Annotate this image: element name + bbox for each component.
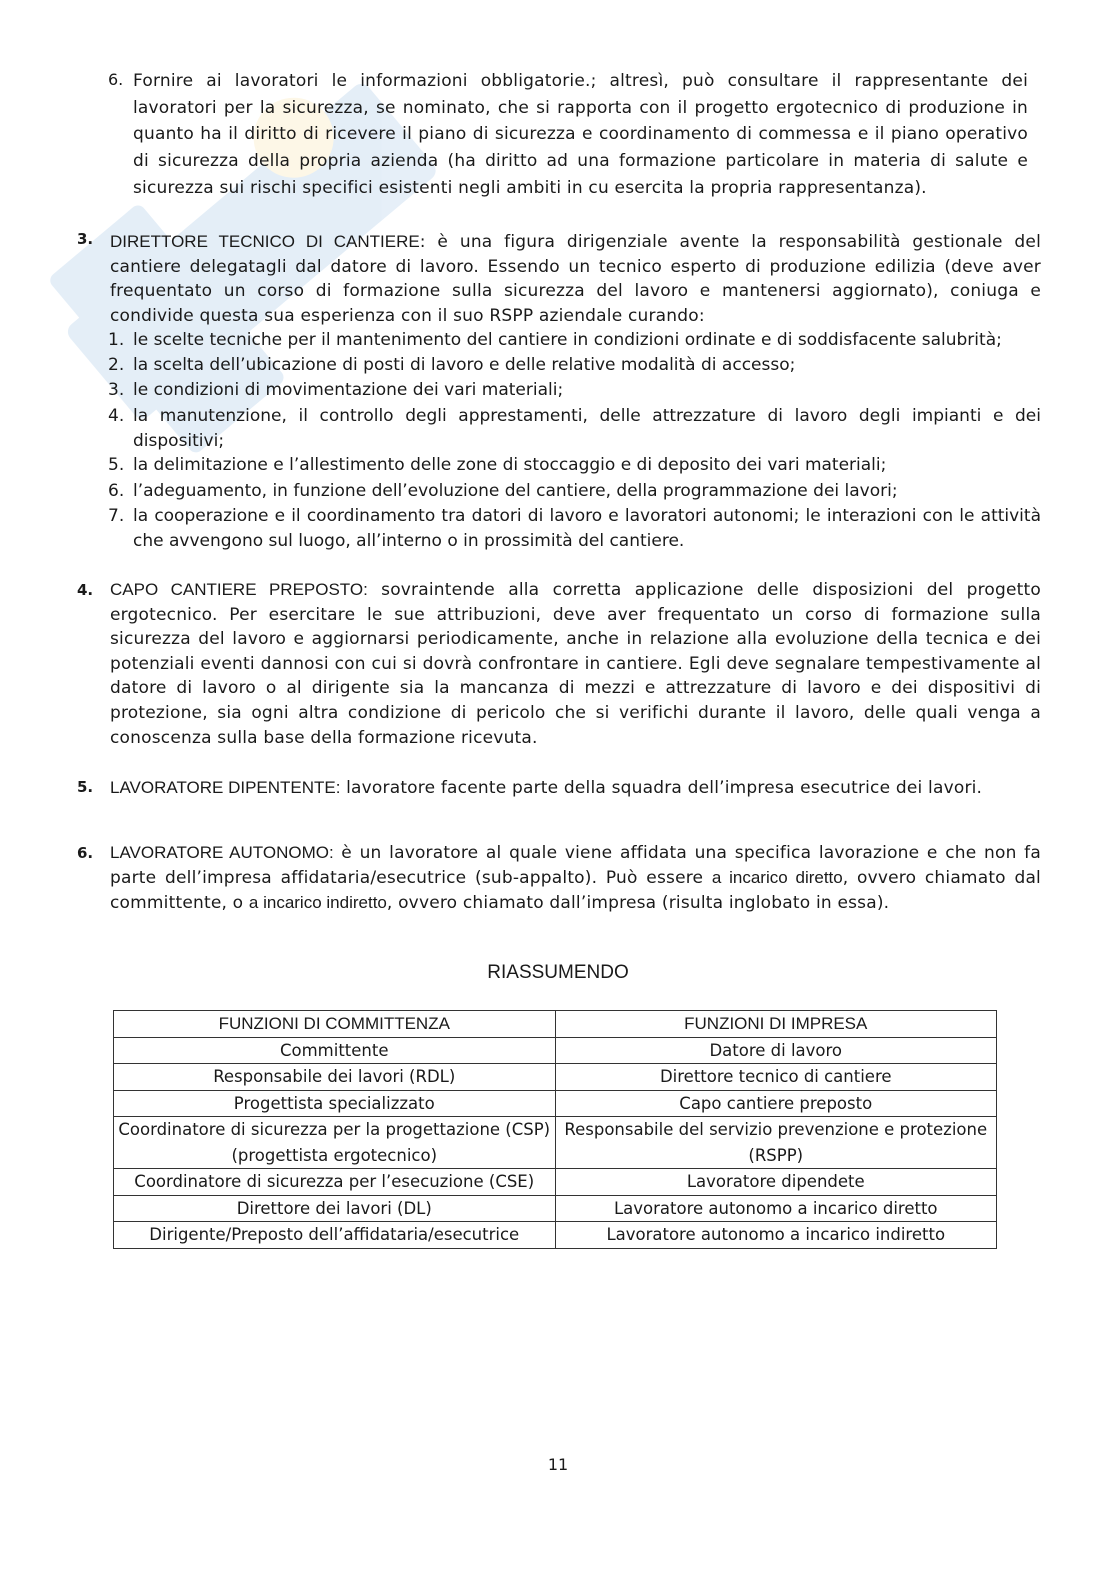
table-cell: Lavoratore autonomo a incarico diretto bbox=[555, 1195, 997, 1222]
table-cell: Coordinatore di sicurezza per l’esecuzione (CSE) bbox=[114, 1169, 556, 1196]
section-6-paragraph bbox=[110, 841, 1041, 915]
section-6-text: , ovvero chiamato dall’impresa (risulta inglobato in essa). bbox=[386, 892, 890, 913]
section-number: 5. bbox=[77, 778, 94, 796]
item-number: 6. bbox=[108, 70, 124, 89]
table-row bbox=[114, 1169, 997, 1196]
section-number: 6. bbox=[77, 844, 94, 862]
list-number: 3. bbox=[108, 380, 125, 400]
table-header-row bbox=[114, 1011, 997, 1038]
list-number: 4. bbox=[108, 406, 125, 426]
table-cell: Lavoratore autonomo a incarico indiretto bbox=[555, 1222, 997, 1249]
table-cell: Responsabile dei lavori (RDL) bbox=[114, 1064, 556, 1091]
table-row bbox=[114, 1195, 997, 1222]
table-cell: Datore di lavoro bbox=[555, 1037, 997, 1064]
list-number: 2. bbox=[108, 355, 125, 375]
list-text: le scelte tecniche per il mantenimento del cantiere in condizioni ordinate e di soddisfacente salubrità; bbox=[133, 330, 1002, 350]
summary-table bbox=[113, 1010, 997, 1249]
section-5-text: lavoratore facente parte della squadra dell’impresa esecutrice dei lavori. bbox=[340, 778, 983, 798]
table-row bbox=[114, 1064, 997, 1091]
table-cell: Coordinatore di sicurezza per la progettazione (CSP) (progettista ergotecnico) bbox=[114, 1117, 556, 1169]
section-4-paragraph bbox=[110, 578, 1041, 750]
column-header: FUNZIONI DI COMMITTENZA bbox=[114, 1011, 556, 1038]
summary-title: RIASSUMENDO bbox=[487, 962, 629, 983]
table-cell: Responsabile del servizio prevenzione e protezione (RSPP) bbox=[555, 1117, 997, 1169]
page-number: 11 bbox=[547, 1455, 569, 1474]
section-6-text: è un lavoratore al quale viene affidata una specifica lavorazione e che non fa parte dell’impresa affidataria/esecutrice (sub-appalto). Può essere bbox=[110, 843, 1041, 888]
section-5-paragraph bbox=[110, 775, 1041, 801]
section-5-title: LAVORATORE DIPENTENTE: bbox=[110, 778, 341, 797]
column-header: FUNZIONI DI IMPRESA bbox=[555, 1011, 997, 1038]
item-text: Fornire ai lavoratori le informazioni obbligatorie.; altresì, può consultare il rappresentante dei lavoratori per la sicurezza, se nominato, che si rapporta con il progetto ergotecnico di produzione in quanto ha il diritto di ricevere il piano di sicurezza e coordinamento di commessa e il piano operativo di sicurezza della propria azienda (ha diritto ad una formazione particolare in materia di salute e sicurezza sui rischi specifici esistenti negli ambiti in cu esercita la propria rappresentanza). bbox=[133, 71, 1028, 198]
table-row bbox=[114, 1037, 997, 1064]
section-6-text: , ovvero chiamato dal committente, o bbox=[110, 867, 1041, 913]
list-number: 6. bbox=[108, 481, 125, 501]
table-cell: Committente bbox=[114, 1037, 556, 1064]
table-cell: Progettista specializzato bbox=[114, 1090, 556, 1117]
list-text: la manutenzione, il controllo degli apprestamenti, delle attrezzature di lavoro degli impianti e dei dispositivi; bbox=[133, 406, 1041, 451]
section-6-emphasis: a incarico diretto bbox=[711, 867, 843, 887]
section-number: 4. bbox=[77, 581, 94, 599]
table-cell: Capo cantiere preposto bbox=[555, 1090, 997, 1117]
section-3-paragraph bbox=[110, 230, 1041, 329]
list-text: le condizioni di movimentazione dei vari materiali; bbox=[133, 380, 564, 400]
section-4-title: CAPO CANTIERE PREPOSTO: bbox=[110, 580, 368, 599]
section-3-title: DIRETTORE TECNICO DI CANTIERE bbox=[110, 232, 420, 251]
table-row bbox=[114, 1090, 997, 1117]
list-number: 1. bbox=[108, 330, 125, 350]
list-text: la scelta dell’ubicazione di posti di lavoro e delle relative modalità di accesso; bbox=[133, 355, 796, 375]
table-cell: Direttore dei lavori (DL) bbox=[114, 1195, 556, 1222]
table-cell: Direttore tecnico di cantiere bbox=[555, 1064, 997, 1091]
list-number: 7. bbox=[108, 506, 125, 526]
section-6-emphasis: a incarico indiretto bbox=[248, 892, 387, 912]
list-text: la delimitazione e l’allestimento delle zone di stoccaggio e di deposito dei vari materiali; bbox=[133, 455, 887, 475]
table-row bbox=[114, 1117, 997, 1169]
section-3-text: : è una figura dirigenziale avente la responsabilità gestionale del cantiere delegatagli dal datore di lavoro. Essendo un tecnico esperto di produzione edilizia (deve aver frequentato un corso di formazione sulla sicurezza del lavoro e mantenersi aggiornato), coniuga e condivide questa sua esperienza con il suo RSPP aziendale curando: bbox=[110, 232, 1041, 327]
list-number: 5. bbox=[108, 455, 125, 475]
list-text: la cooperazione e il coordinamento tra datori di lavoro e lavoratori autonomi; le interazioni con le attività che avvengono sul luogo, all’interno o in prossimità del cantiere. bbox=[133, 506, 1041, 551]
section-number: 3. bbox=[77, 230, 94, 248]
list-text: l’adeguamento, in funzione dell’evoluzione del cantiere, della programmazione dei lavori; bbox=[133, 481, 898, 501]
table-cell: Lavoratore dipendete bbox=[555, 1169, 997, 1196]
table-row bbox=[114, 1222, 997, 1249]
section-6-title: LAVORATORE AUTONOMO: bbox=[110, 843, 334, 862]
section-4-text: sovraintende alla corretta applicazione delle disposizioni del progetto ergotecnico. Per esercitare le sue attribuzioni, deve aver frequentato un corso di formazione sulla sicurezza del lavoro e aggiornarsi periodicamente, anche in relazione alla evoluzione della tecnica e dei potenziali eventi dannosi con cui si dovrà confrontare in cantiere. Egli deve segnalare tempestivamente al datore di lavoro o al dirigente sia la mancanza di mezzi e attrezzature di lavoro e dei dispositivi di protezione, sia ogni altra condizione di pericolo che si verifichi durante il lavoro, delle quali venga a conoscenza sulla base della formazione ricevuta. bbox=[110, 580, 1041, 748]
table-cell: Dirigente/Preposto dell’affidataria/esecutrice bbox=[114, 1222, 556, 1249]
